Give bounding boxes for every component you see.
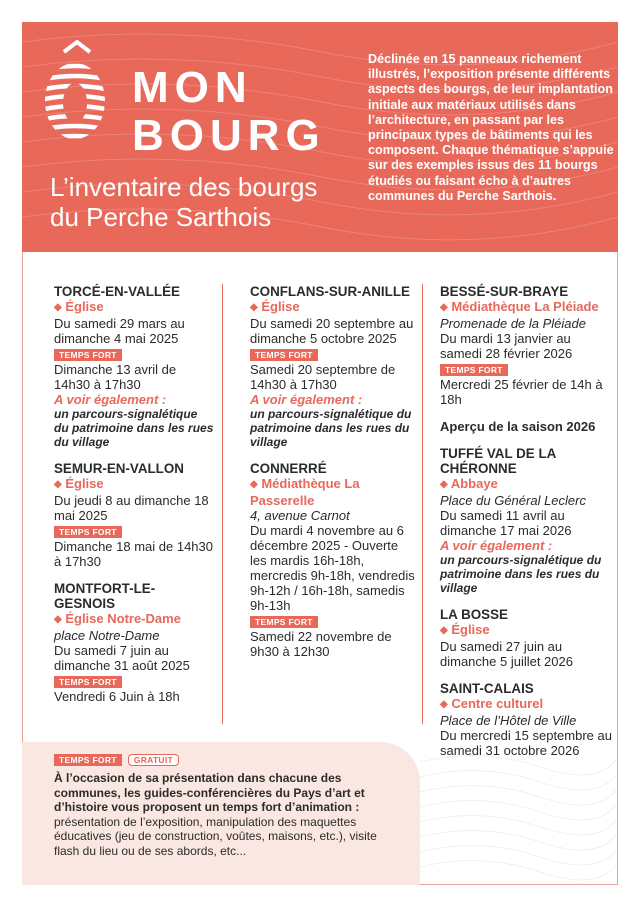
venue-name: Abbaye <box>450 476 498 491</box>
event-dates: Du samedi 20 septembre au dimanche 5 octobre 2025 <box>250 316 414 346</box>
diamond-icon: ◆ <box>250 479 258 490</box>
diamond-icon: ◆ <box>440 625 448 636</box>
column-separator <box>222 284 223 724</box>
subtitle-line1: L’inventaire des bourgs <box>50 172 318 202</box>
event-dates: Du jeudi 8 au dimanche 18 mai 2025 <box>54 493 209 523</box>
logo-striped-o-icon <box>40 58 110 148</box>
temps-fort-badge: TEMPS FORT <box>54 754 122 766</box>
temps-fort-badge: TEMPS FORT <box>54 526 122 538</box>
column-2 <box>250 284 415 671</box>
venue-address: 4, avenue Carnot <box>250 508 350 523</box>
footer-text-body: présentation de l’exposition, manipulation des maquettes éducatives (jeu de construction, voûtes, maisons, etc.), visite flash du lieu ou de ses abords, etc... <box>54 814 377 858</box>
diamond-icon: ◆ <box>250 302 258 313</box>
venue-address: Promenade de la Pléiade <box>440 316 586 331</box>
logo-title-line2: BOURG <box>132 111 326 160</box>
season-heading: Aperçu de la saison 2026 <box>440 419 596 434</box>
circumflex-icon <box>62 40 92 54</box>
diamond-icon: ◆ <box>54 614 62 625</box>
event-dates: Du samedi 29 mars au dimanche 4 mai 2025 <box>54 316 185 346</box>
town-name: MONTFORT-LE-GESNOIS <box>54 581 156 611</box>
town-name: SAINT-CALAIS <box>440 681 534 696</box>
event-dates: Du samedi 11 avril au dimanche 17 mai 2026 <box>440 508 572 538</box>
temps-fort-badge: TEMPS FORT <box>440 364 508 376</box>
diamond-icon: ◆ <box>440 479 448 490</box>
also-text: un parcours-signalétique du patrimoine dans les rues du village <box>440 553 602 595</box>
temps-fort-badge: TEMPS FORT <box>54 676 122 688</box>
town-name: LA BOSSE <box>440 607 508 622</box>
venue <box>250 299 415 316</box>
event-torce <box>54 284 214 449</box>
venue-name: Église Notre-Dame <box>65 611 181 626</box>
event-semur <box>54 461 214 569</box>
venue-name: Église <box>261 299 300 314</box>
event-labosse <box>440 607 615 669</box>
venue <box>250 476 415 508</box>
town-name: BESSÉ-SUR-BRAYE <box>440 284 569 299</box>
event-conflans <box>250 284 415 449</box>
venue-name: Église <box>451 622 490 637</box>
footer-content <box>54 752 404 858</box>
venue <box>54 476 214 493</box>
temps-fort-date: Mercredi 25 février de 14h à 18h <box>440 377 603 407</box>
gratuit-badge: GRATUIT <box>128 754 179 766</box>
venue-address: Place du Général Leclerc <box>440 493 586 508</box>
footer-text-bold: À l’occasion de sa présentation dans chacune des communes, les guides-conférencières du Pays d’art et d’histoire vous proposent un temps fort d’animation : <box>54 771 365 814</box>
event-dates: Du mercredi 15 septembre au samedi 31 octobre 2026 <box>440 728 612 758</box>
temps-fort-badge: TEMPS FORT <box>250 616 318 628</box>
event-connerre <box>250 461 415 659</box>
venue <box>440 696 615 713</box>
temps-fort-date: Samedi 22 novembre de 9h30 à 12h30 <box>250 629 392 659</box>
diamond-icon: ◆ <box>54 302 62 313</box>
town-name: TUFFÉ VAL DE LA CHÉRONNE <box>440 446 556 476</box>
town-name: CONNERRÉ <box>250 461 327 476</box>
venue <box>440 622 615 639</box>
event-dates: Du samedi 7 juin au dimanche 31 août 2025 <box>54 643 190 673</box>
subtitle <box>50 172 350 232</box>
event-montfort <box>54 581 214 704</box>
temps-fort-date: Dimanche 18 mai de 14h30 à 17h30 <box>54 539 213 569</box>
also-text: un parcours-signalétique du patrimoine dans les rues du village <box>250 407 412 449</box>
venue <box>54 611 214 628</box>
temps-fort-date: Dimanche 13 avril de 14h30 à 17h30 <box>54 362 177 392</box>
temps-fort-date: Samedi 20 septembre de 14h30 à 17h30 <box>250 362 396 392</box>
also-text: un parcours-signalétique du patrimoine dans les rues du village <box>54 407 214 449</box>
venue <box>440 299 615 316</box>
event-dates: Du mardi 4 novembre au 6 décembre 2025 - Ouverte les mardis 16h-18h, mercredis 9h-18h, vendredis 9h-12h / 16h-18h, samedis 9h-13h <box>250 523 415 613</box>
intro-text: Déclinée en 15 panneaux richement illustrés, l’exposition présente différents aspects des bourgs, de leur implantation initiale aux matériaux utilisés dans l’architecture, en passant par les principaux types de bâtiments qui les composent. Chaque thématique s’appuie sur des exemples issus des 11 bourgs étudiés ou faisant écho à d’autres communes du Perche Sarthois. <box>368 52 614 203</box>
temps-fort-badge: TEMPS FORT <box>250 349 318 361</box>
diamond-icon: ◆ <box>440 302 448 313</box>
venue-name: Église <box>65 299 104 314</box>
diamond-icon: ◆ <box>440 699 448 710</box>
wave-pattern-bottom <box>420 742 618 885</box>
venue-name: Église <box>65 476 104 491</box>
also-label: A voir également : <box>54 392 167 407</box>
subtitle-line2: du Perche Sarthois <box>50 202 272 232</box>
venue-name: Médiathèque La Passerelle <box>250 476 360 508</box>
town-name: SEMUR-EN-VALLON <box>54 461 184 476</box>
footer-panel <box>22 742 420 885</box>
temps-fort-date: Vendredi 6 Juin à 18h <box>54 689 180 704</box>
column-3 <box>440 284 615 770</box>
diamond-icon: ◆ <box>54 479 62 490</box>
venue-name: Médiathèque La Pléiade <box>451 299 599 314</box>
also-label: A voir également : <box>440 538 553 553</box>
event-dates: Du samedi 27 juin au dimanche 5 juillet 2026 <box>440 639 573 669</box>
also-label: A voir également : <box>250 392 363 407</box>
temps-fort-badge: TEMPS FORT <box>54 349 122 361</box>
venue-name: Centre culturel <box>451 696 544 711</box>
event-dates: Du mardi 13 janvier au samedi 28 février 2026 <box>440 331 573 361</box>
logo-title <box>132 63 326 162</box>
logo-title-line1: MON <box>132 63 253 112</box>
header-banner <box>22 22 618 252</box>
venue <box>440 476 615 493</box>
venue <box>54 299 214 316</box>
column-separator <box>422 284 423 724</box>
event-tuffe <box>440 446 615 595</box>
venue-address: Place de l’Hôtel de Ville <box>440 713 577 728</box>
town-name: TORCÉ-EN-VALLÉE <box>54 284 180 299</box>
venue-address: place Notre-Dame <box>54 628 160 643</box>
column-1 <box>54 284 214 716</box>
town-name: CONFLANS-SUR-ANILLE <box>250 284 410 299</box>
event-besse <box>440 284 615 407</box>
footer-text <box>54 771 404 858</box>
